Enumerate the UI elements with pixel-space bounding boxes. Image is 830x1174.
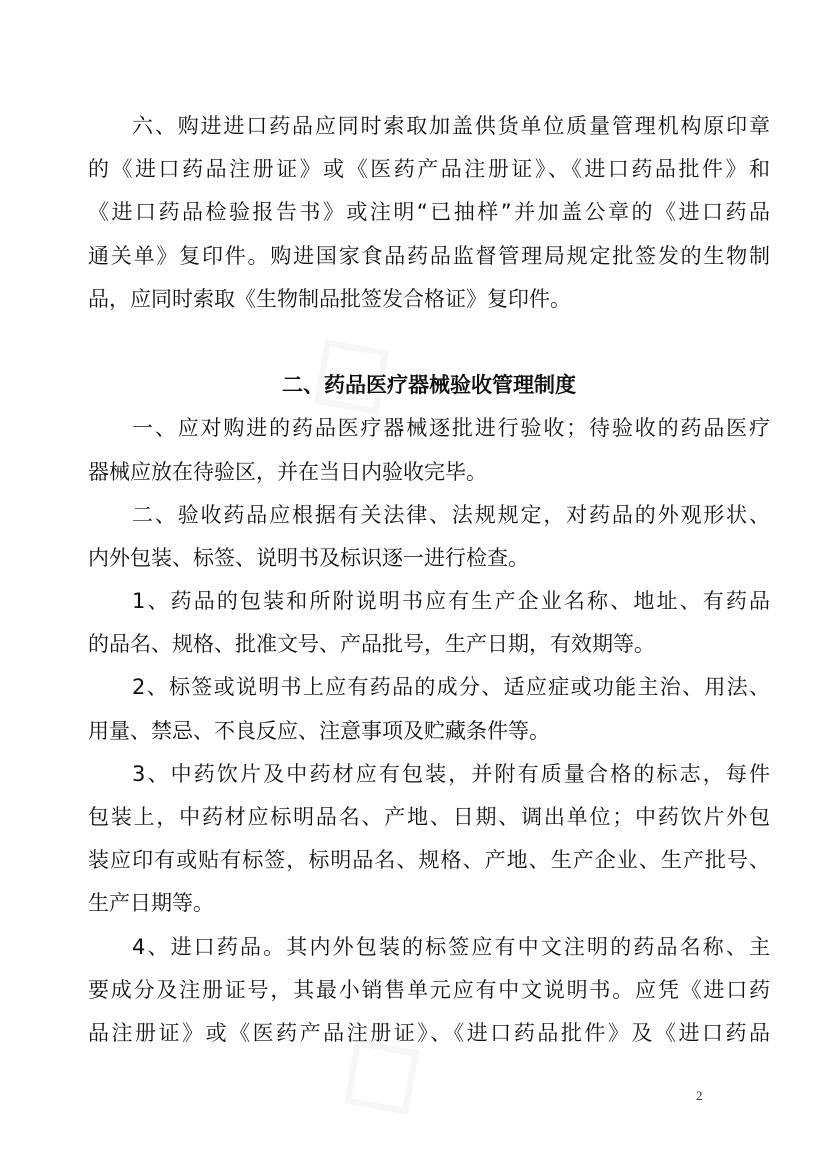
text-line: 包装上，中药材应标明品名、产地、日期、调出单位；中药饮片外包 [88,805,770,829]
page-number: 2 [696,1088,703,1103]
text-line: 的《进口药品注册证》或《医药产品注册证》、《进口药品批件》和 [88,157,770,182]
text-line: 品注册证》或《医药产品注册证》、《进口药品批件》及《进口药品 [88,1020,770,1045]
paragraph [88,580,770,666]
text-line: 的品名、规格、批准文号、产品批号，生产日期，有效期等。 [88,632,655,657]
text-line: 装应印有或贴有标签，标明品名、规格、产地、生产企业、生产批号、 [88,848,770,873]
text-line: 《进口药品检验报告书》或注明“已抽样”并加盖公章的《进口药品 [88,200,770,225]
paragraph [88,105,770,321]
text-line: 通关单》复印件。购进国家食品药品监督管理局规定批签发的生物制 [88,243,770,268]
text-line: 品，应同时索取《生物制品批签发合格证》复印件。 [88,286,571,311]
text-line: 内外包装、标签、说明书及标识逐一进行检查。 [88,545,529,570]
text-line: 2、标签或说明书上应有药品的成分、适应症或功能主治、用法、 [132,675,770,700]
text-line: 1、药品的包装和所附说明书应有生产企业名称、地址、有药品 [132,589,770,614]
text-line: 六、购进进口药品应同时索取加盖供货单位质量管理机构原印章 [132,114,770,138]
text-line: 一、应对购进的药品医疗器械逐批进行验收；待验收的药品医疗 [132,416,770,441]
text-line: 器械应放在待验区，并在当日内验收完毕。 [88,459,487,484]
text-line: 用量、禁忌、不良反应、注意事项及贮藏条件等。 [88,718,550,743]
paragraph [88,494,770,580]
text-line: 生产日期等。 [88,891,214,916]
text-line: 二、验收药品应根据有关法律、法规规定，对药品的外观形状、 [132,502,770,527]
text-line: 4、进口药品。其内外包装的标签应有中文注明的药品名称、主 [132,934,770,959]
paragraph [88,926,770,1056]
paragraph [88,407,770,493]
paragraph [88,753,770,926]
text-line: 要成分及注册证号，其最小销售单元应有中文说明书。应凭《进口药 [88,977,770,1002]
section-heading: 二、药品医疗器械验收管理制度 [282,373,576,398]
text-line: 3、中药饮片及中药材应有包装，并附有质量合格的标志，每件 [132,761,770,786]
paragraph [88,666,770,752]
spacer [88,321,770,364]
document-page [88,105,770,1055]
